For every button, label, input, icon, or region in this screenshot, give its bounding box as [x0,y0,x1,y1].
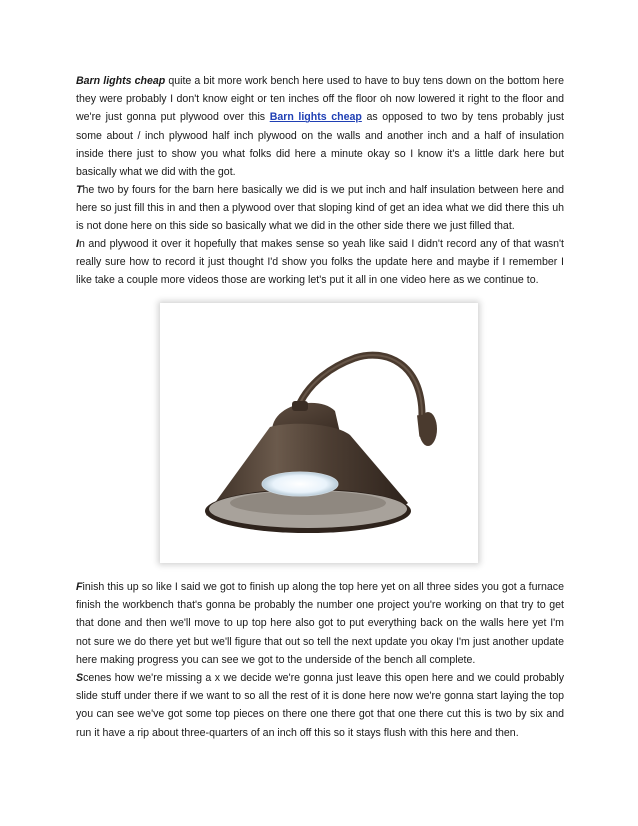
paragraph-text: he two by fours for the barn here basically we did is we put inch and half insulation between here and here so just fill this in and then a plywood over that sloping kind of get an idea what we did there this uh is not done here on this side so basically what we did in the other side there we just filled that. [76,184,564,233]
paragraph-text: inish this up so like I said we got to finish up along the top here yet on all three sides you got a furnace finish the workbench that's gonna be probably the number one project you're working on that try to get that done and then we'll move to up top here also got to put everything back on the walls here yet I'm not sure we do there yet but we'll figure that out so tell the next update you okay I'm just another update here making progress you can see we got to the underside of the bench all complete. [76,581,564,666]
drop-letter: T [76,184,83,196]
drop-letter: S [76,672,84,684]
paragraph-1 [76,72,564,181]
paragraph-text: as opposed to two by tens probably just some about / inch plywood half inch plywood on the walls and another inch and a half of insulation inside there just to show you what folks did here a minute okay so I know it's a little dark here but basically what we did with the got. [76,111,564,179]
paragraph-3 [76,235,564,290]
drop-letter: B [76,75,84,87]
paragraph-2 [76,181,564,236]
paragraph-5 [76,669,564,742]
lead-phrase: arn lights cheap [83,75,166,87]
barn-lights-link[interactable]: Barn lights cheap [269,111,362,124]
barn-light-illustration [160,303,478,563]
drop-letter: I [76,238,79,250]
paragraph-4 [76,578,564,669]
paragraph-text: n and plywood it over it hopefully that makes sense so yeah like said I didn't record any of that wasn't really sure how to record it just thought I'd show you folks the update here and maybe if I remember I like take a couple more videos those are working let's put it all in one video here as we continue to. [76,238,564,287]
drop-letter: F [76,581,83,593]
paragraph-text: cenes how we're missing a x we decide we're gonna just leave this open here and we could probably slide stuff under there if we want to so all the rest of it is done here now we're gonna start laying the top you can see we've got some top pieces on there one there got that one there cut this is two by six and run it have a rip about three-quarters of an inch off this so it stays flush with this here and then. [76,672,564,739]
paragraph-text: quite a bit more work bench here used to have to buy tens down on the bottom here they were probably I don't know eight or ten inches off the floor oh now lowered it right to the floor and we're just gonna put plywood over this [76,75,564,124]
barn-light-image [160,303,478,563]
